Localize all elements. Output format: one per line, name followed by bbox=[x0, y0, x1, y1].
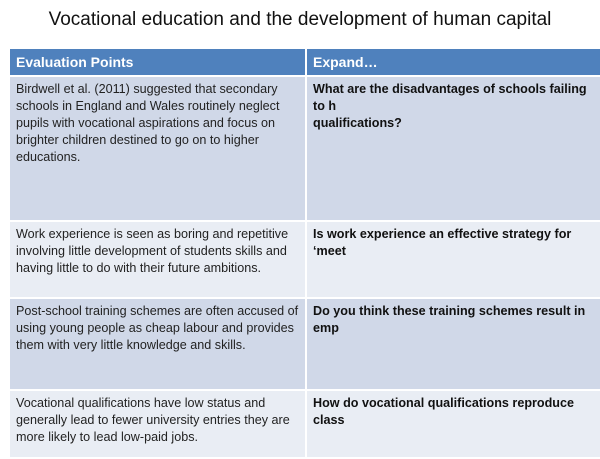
evaluation-point: Post-school training schemes are often accused of using young people as cheap labour and provides them with very little knowledge and skills. bbox=[10, 299, 307, 389]
expand-question: What are the disadvantages of schools failing to h qualifications? bbox=[307, 77, 600, 220]
evaluation-table bbox=[10, 49, 600, 459]
table-row bbox=[10, 391, 600, 459]
table-row bbox=[10, 299, 600, 391]
table-row bbox=[10, 222, 600, 299]
expand-question: Is work experience an effective strategy for ‘meet bbox=[307, 222, 600, 297]
header-expand: Expand… bbox=[307, 49, 600, 75]
table-header bbox=[10, 49, 600, 77]
slide-title: Vocational education and the development of human capital bbox=[48, 9, 552, 30]
evaluation-point: Vocational qualifications have low status and generally lead to fewer university entries they are more likely to lead low-paid jobs. bbox=[10, 391, 307, 457]
header-evaluation-points: Evaluation Points bbox=[10, 49, 307, 75]
evaluation-point: Work experience is seen as boring and repetitive involving little development of students skills and having little to do with their future ambitions. bbox=[10, 222, 307, 297]
evaluation-point: Birdwell et al. (2011) suggested that secondary schools in England and Wales routinely neglect pupils with vocational aspirations and focus on brighter children destined to go on to higher educations. bbox=[10, 77, 307, 220]
table-row bbox=[10, 77, 600, 222]
expand-question: Do you think these training schemes result in emp bbox=[307, 299, 600, 389]
expand-question: How do vocational qualifications reproduce class bbox=[307, 391, 600, 457]
